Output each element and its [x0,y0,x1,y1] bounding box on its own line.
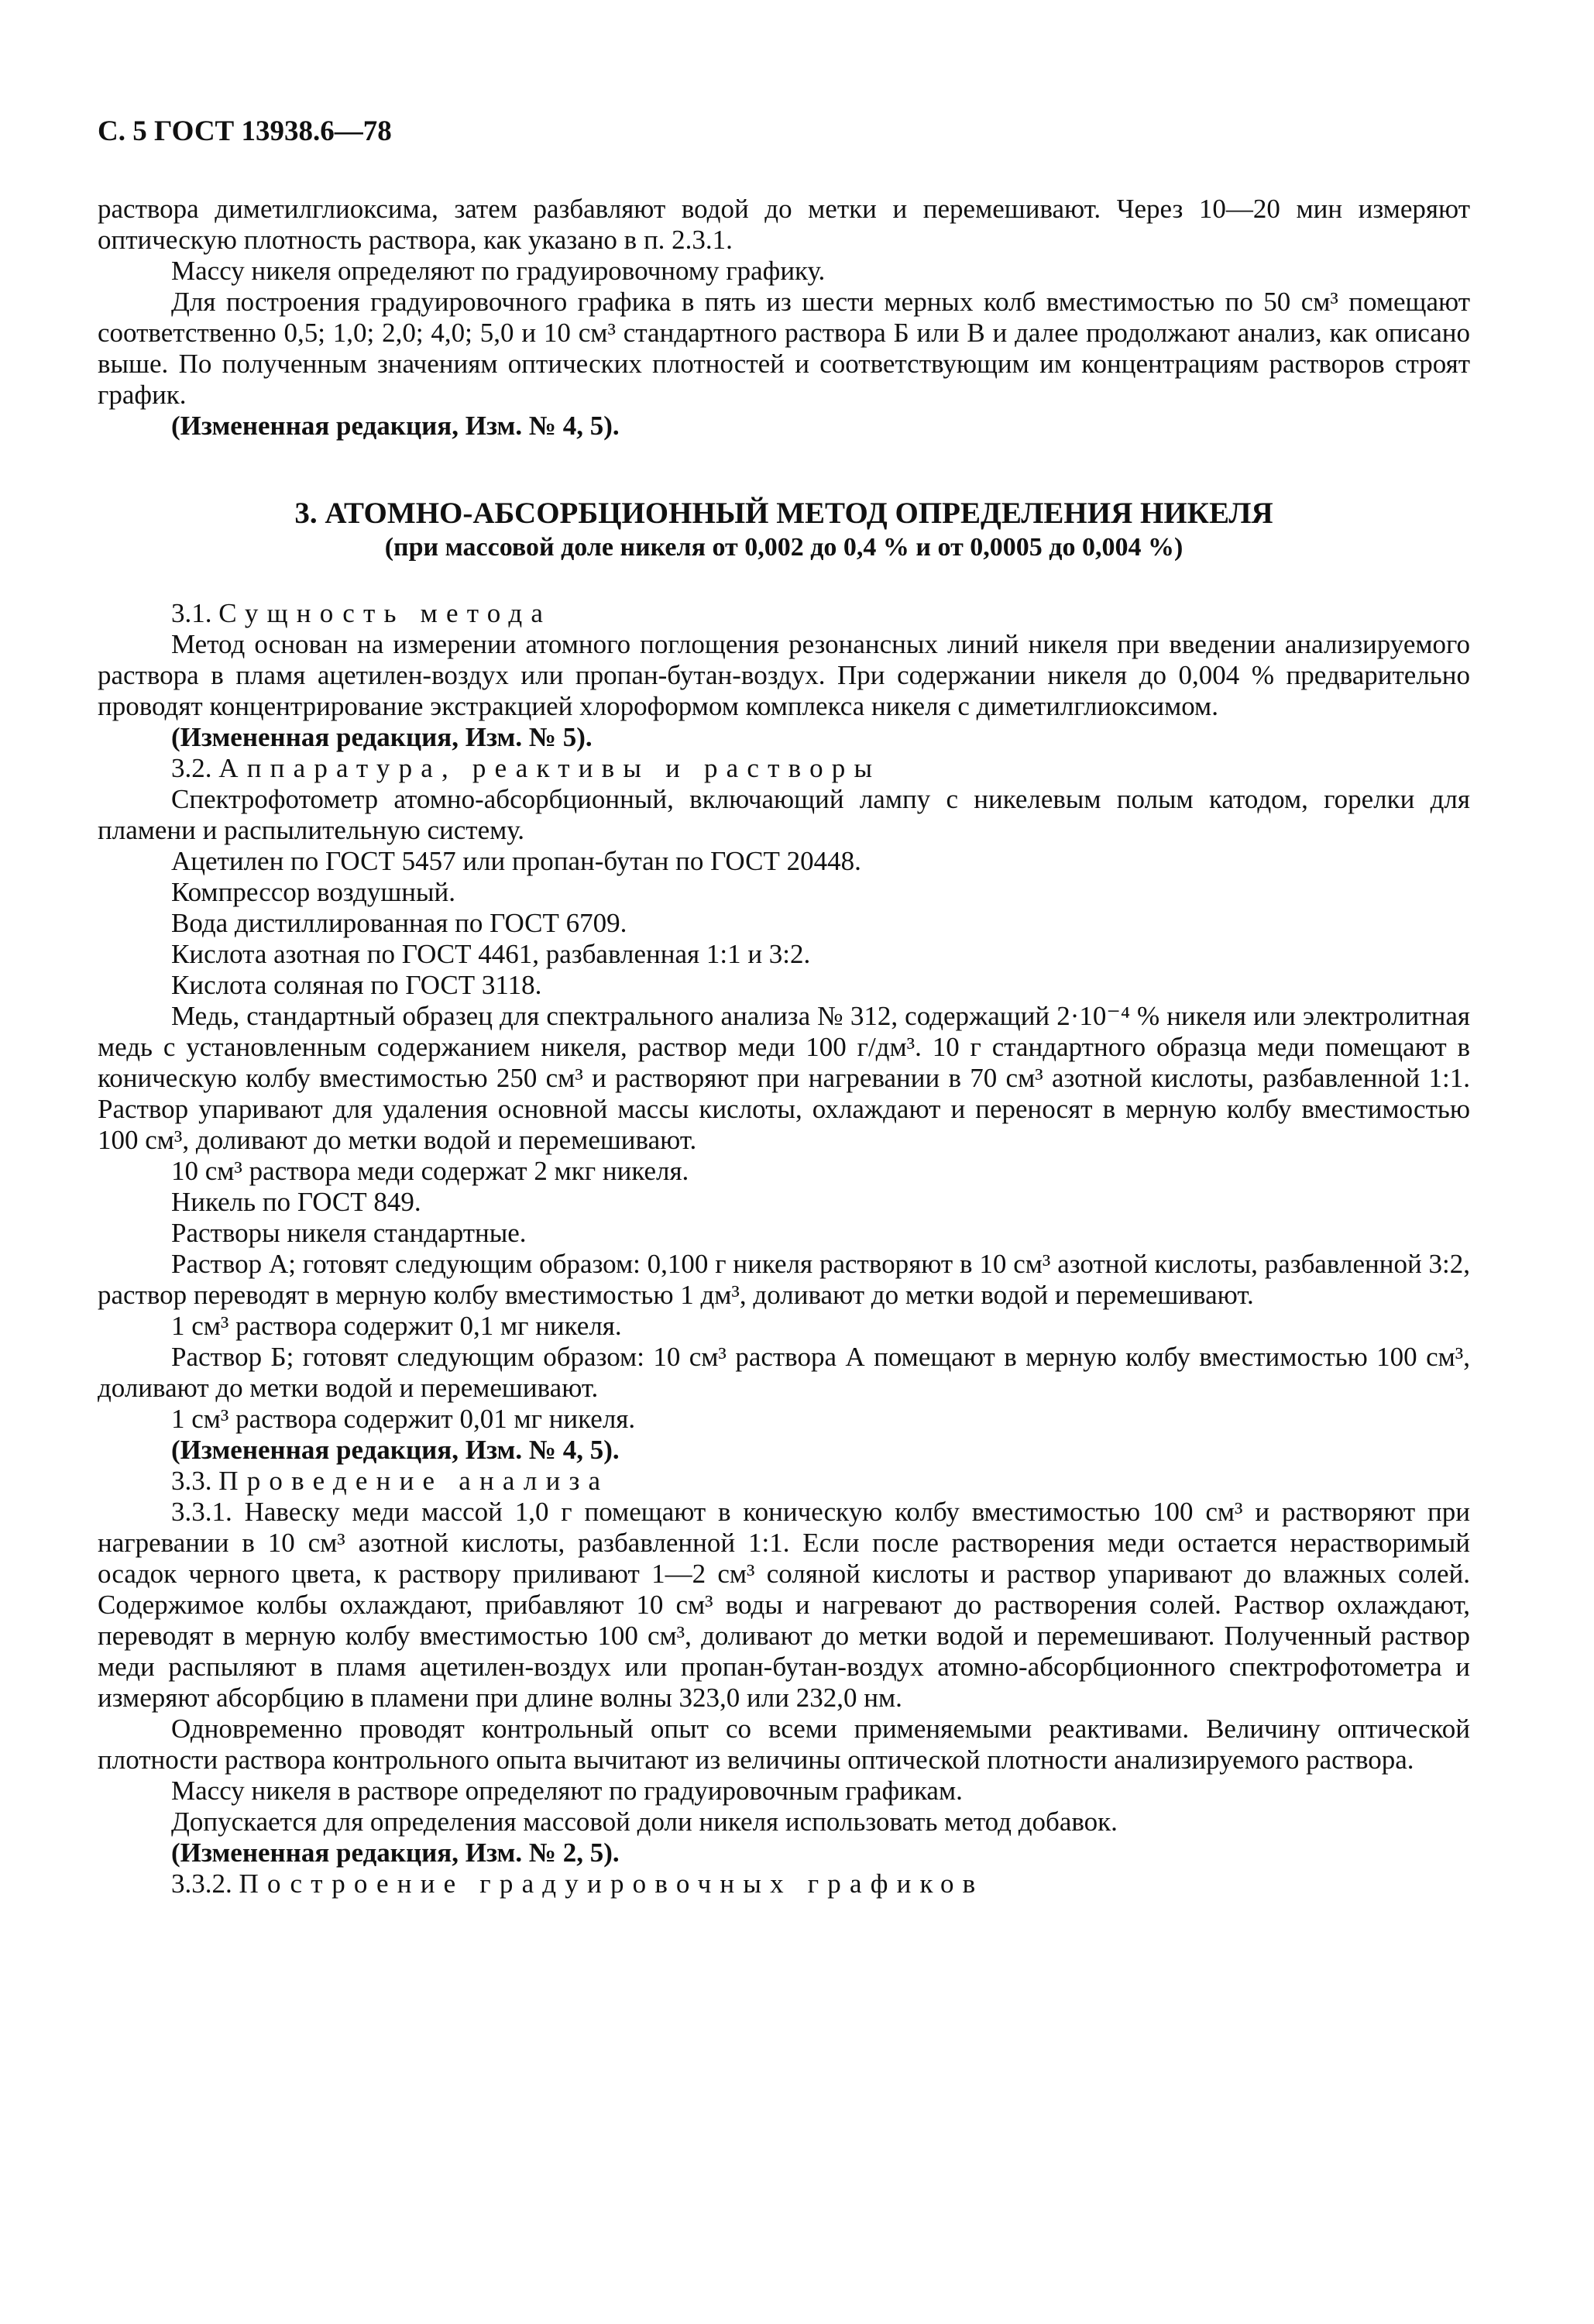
subsection-heading [98,753,1470,784]
list-paragraph: Раствор Б; готовят следующим образом: 10 см³ раствора А помещают в мерную колбу вместимостью 100 см³, доливают до метки водой и перемешивают. [98,1342,1470,1403]
list-paragraph: 10 см³ раствора меди содержат 2 мкг никеля. [171,1156,689,1186]
list-paragraph: Никель по ГОСТ 849. [171,1187,421,1217]
body-paragraph: Допускается для определения массовой доли никеля использовать метод добавок. [171,1807,1118,1837]
section-title: 3. АТОМНО-АБСОРБЦИОННЫЙ МЕТОД ОПРЕДЕЛЕНИЯ НИКЕЛЯ [294,497,1273,530]
subsection-heading [98,1466,1470,1497]
amendment-note: (Измененная редакция, Изм. № 4, 5). [171,411,620,441]
subsection-title: Аппаратура, реактивы и растворы [218,753,881,783]
subsection-title: Построение градуировочных графиков [239,1868,984,1899]
page-header: С. 5 ГОСТ 13938.6—78 [98,115,392,147]
intro-paragraph: Массу никеля определяют по градуировочному графику. [171,256,826,286]
intro-paragraph: раствора диметилглиоксима, затем разбавляют водой до метки и перемешивают. Через 10—20 мин измеряют оптическую плотность раствора, как указано в п. 2.3.1. [98,194,1470,255]
list-paragraph: Раствор А; готовят следующим образом: 0,100 г никеля растворяют в 10 см³ азотной кислоты, разбавленной 3:2, раствор переводят в мерную колбу вместимостью 1 дм³, доливают до метки водой и перемешивают. [98,1249,1470,1310]
body-paragraph: Метод основан на измерении атомного поглощения резонансных линий никеля при введении анализируемого раствора в пламя ацетилен-воздух или пропан-бутан-воздух. При содержании никеля до 0,004 % предварительно проводят концентрирование экстракцией хлороформом комплекса никеля с диметилглиоксимом. [98,629,1470,721]
body-paragraph: Массу никеля в растворе определяют по градуировочным графикам. [171,1776,963,1806]
intro-paragraph: Для построения градуировочного графика в пять из шести мерных колб вместимостью по 50 см³ помещают соответственно 0,5; 1,0; 2,0; 4,0; 5,0 и 10 см³ стандартного раствора Б или В и далее продолжают анализ, как описано выше. По полученным значениям оптических плотностей и соответствующим им концентрациям растворов строят график. [98,287,1470,410]
list-paragraph: Кислота азотная по ГОСТ 4461, разбавленная 1:1 и 3:2. [171,939,811,969]
list-paragraph: Вода дистиллированная по ГОСТ 6709. [171,908,627,938]
body-paragraph: Одновременно проводят контрольный опыт со всеми применяемыми реактивами. Величину оптической плотности раствора контрольного опыта вычитают из величины оптической плотности анализируемого раствора. [98,1714,1470,1775]
subsection-number: 3.3. [171,1466,212,1496]
amendment-note: (Измененная редакция, Изм. № 4, 5). [171,1435,620,1465]
amendment-note: (Измененная редакция, Изм. № 5). [171,722,593,752]
list-paragraph: Спектрофотометр атомно-абсорбционный, включающий лампу с никелевым полым катодом, горелки для пламени и распылительную систему. [98,784,1470,845]
list-paragraph: Кислота соляная по ГОСТ 3118. [171,970,542,1000]
subsection-title: Проведение анализа [218,1466,610,1496]
subsection-number: 3.1. [171,598,212,628]
list-paragraph: 1 см³ раствора содержит 0,1 мг никеля. [171,1311,622,1341]
list-paragraph: Ацетилен по ГОСТ 5457 или пропан-бутан по ГОСТ 20448. [171,846,861,876]
list-paragraph: Растворы никеля стандартные. [171,1218,527,1248]
subsection-heading [98,598,1470,629]
amendment-note: (Измененная редакция, Изм. № 2, 5). [171,1838,620,1868]
list-paragraph: Медь, стандартный образец для спектрального анализа № 312, содержащий 2·10⁻⁴ % никеля или электролитная медь с установленным содержанием никеля, раствор меди 100 г/дм³. 10 г стандартного образца меди помещают в коническую колбу вместимостью 250 см³ и растворяют при нагревании в 70 см³ азотной кислоты, разбавленной 1:1. Раствор упаривают для удаления основной массы кислоты, охлаждают и переносят в мерную колбу вместимостью 100 см³, доливают до метки водой и перемешивают. [98,1001,1470,1155]
list-paragraph: 1 см³ раствора содержит 0,01 мг никеля. [171,1404,636,1434]
section-subtitle: (при массовой доле никеля от 0,002 до 0,4 % и от 0,0005 до 0,004 %) [384,533,1183,562]
subsection-title: Сущность метода [218,598,552,628]
subsection-heading [98,1868,1470,1899]
subsection-number: 3.3.2. [171,1868,232,1899]
subsection-number: 3.2. [171,753,212,783]
body-paragraph: 3.3.1. Навеску меди массой 1,0 г помещают в коническую колбу вместимостью 100 см³ и растворяют при нагревании в 10 см³ азотной кислоты, разбавленной 1:1. Если после растворения меди остается нерастворимый осадок черного цвета, к раствору приливают 1—2 см³ соляной кислоты и раствор упаривают до влажных солей. Содержимое колбы охлаждают, прибавляют 10 см³ воды и нагревают до растворения солей. Раствор охлаждают, переводят в мерную колбу вместимостью 100 см³, доливают до метки водой и перемешивают. Полученный раствор меди распыляют в пламя ацетилен-воздух или пропан-бутан-воздух атомно-абсорбционного спектрофотометра и измеряют абсорбцию в пламени при длине волны 323,0 или 232,0 нм. [98,1497,1470,1713]
list-paragraph: Компрессор воздушный. [171,877,456,907]
